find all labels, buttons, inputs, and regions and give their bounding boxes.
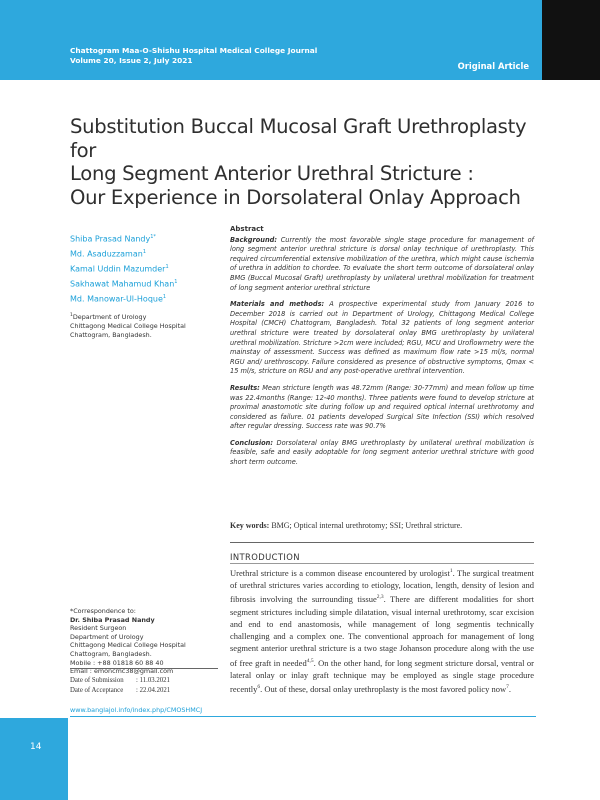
abstract-conclusion: Conclusion: Dorsolateral onlay BMG urethroplasty by unilateral urethral mobilization is feasible, safe and easily adoptable for long segment anterior urethral stricture with good short term outcome. <box>230 438 534 467</box>
correspondence-name: Dr. Shiba Prasad Nandy <box>70 615 155 624</box>
title-line: Long Segment Anterior Urethral Stricture : <box>70 162 474 185</box>
article-title <box>70 115 550 209</box>
divider <box>230 563 534 564</box>
journal-info <box>70 46 317 66</box>
abstract-methods: Materials and methods: A prospective experimental study from January 2016 to December 2018 is carried out in Department of Urology, Chittagong Medical College Hospital (CMCH) Chattogram, Bangladesh. Total 32 patients of long segment anterior urethral stricture were treated by dorsolateral onlay BMG urethroplasty by unilateral urethral mobilization. Stricture >2cm were included; RGU, MCU and Uroflowmetry were the mainstay of assessment. Success was defined as maximum flow rate >15 ml/s, normal RGU and/ urethroscopy. Failure considered as presence of obstructive symptoms, Qmax < 15 ml/s, stricture on RGU and any post-operative urethral intervention. <box>230 300 534 376</box>
author-list <box>70 231 220 306</box>
abstract <box>230 225 534 475</box>
abstract-background: Background: Currently the most favorable single stage procedure for management of long segment anterior urethral stricture is dorsal onlay technique of urethroplasty. This required circumferential extensive mobilization of the urethra, which might cause ischemia of urethra in addition to chordee. To evaluate the short term outcome of dorsolateral onlay BMG (Buccal Mucosal Graft) urethroplasty by unilateral urethral mobilization for treatment of long segment anterior urethral stricture <box>230 235 534 292</box>
header-corner-block <box>542 0 600 80</box>
page-number-box <box>0 718 68 800</box>
journal-name: Chattogram Maa-O-Shishu Hospital Medical College Journal <box>70 46 318 55</box>
keywords: Key words: BMG; Optical internal urethrotomy; SSI; Urethral stricture. <box>230 521 463 530</box>
introduction-paragraph: Urethral stricture is a common disease encountered by urologist$^1$. The surgical treatment of urethral strictures varies according to etiology, location, length, density of lesion and fibrosis involving the surrounding tissue$^{2,3}$. There are different modalities for short segment strictures including simple dilatation, visual internal urethrotomy, scar excision and end to end anastomosis, while management of long segmentis technically challenging and a complex one. The conventional approach for management of long segment anterior urethral stricture is a two stage Johanson procedure along with the use of free graft in needed$^{4,5}$. On the other hand, for long segment stricture dorsal, ventral or lateral onlay or inlay graft technique may be employed as single stage procedure recently$^6$. Out of these, dorsal onlay urethroplasty is the most favored policy now$^7$. <box>230 567 534 694</box>
author: Md. Asaduzzaman$^1$ <box>70 249 147 259</box>
divider <box>230 542 534 543</box>
submission-dates: Date of Submission : 11.03.2021 Date of Acceptance : 22.04.2021 <box>70 677 171 694</box>
page-number: 14 <box>30 742 42 752</box>
journal-volume: Volume 20, Issue 2, July 2021 <box>70 56 193 65</box>
section-heading-introduction: INTRODUCTION <box>230 552 300 562</box>
article-type-badge: Original Article <box>457 61 529 71</box>
author: Kamal Uddin Mazumder$^1$ <box>70 264 169 274</box>
affiliation: $^1$Department of Urology Chittagong Medical College Hospital Chattogram, Bangladesh. <box>70 313 186 340</box>
footer-divider <box>70 716 536 717</box>
author: Md. Manowar-Ul-Hoque$^1$ <box>70 294 167 304</box>
divider <box>70 668 218 669</box>
correspondence: *Correspondence to: Dr. Shiba Prasad Nandy Resident Surgeon Department of Urology Chittagong Medical College Hospital Chattogram, Bangladesh. Mobile : +88 01818 60 88 40 Email : emoncmc38@gmail.com <box>70 607 220 676</box>
title-line: Our Experience in Dorsolateral Onlay Approach <box>70 185 521 209</box>
journal-url-link[interactable]: www.banglajol.info/index.php/CMOSHMCJ <box>70 706 203 714</box>
title-line: Substitution Buccal Mucosal Graft Urethroplasty for <box>70 115 527 162</box>
abstract-results: Results: Mean stricture length was 48.72mm (Range: 30-77mm) and mean follow up time was 22.4months (Range: 12-40 months). Three patients were found to develop stricture at proximal anastomotic site during follow up and required optical internal urethrotomy and considered as failure. 01 patients developed Surgical Site Infection (SSI) which resolved after regular dressing. Success rate was 90.7% <box>230 383 534 431</box>
author: Sakhawat Mahamud Khan$^1$ <box>70 279 178 289</box>
author: Shiba Prasad Nandy$^{1*}$ <box>70 234 156 244</box>
abstract-heading: Abstract <box>230 225 264 233</box>
